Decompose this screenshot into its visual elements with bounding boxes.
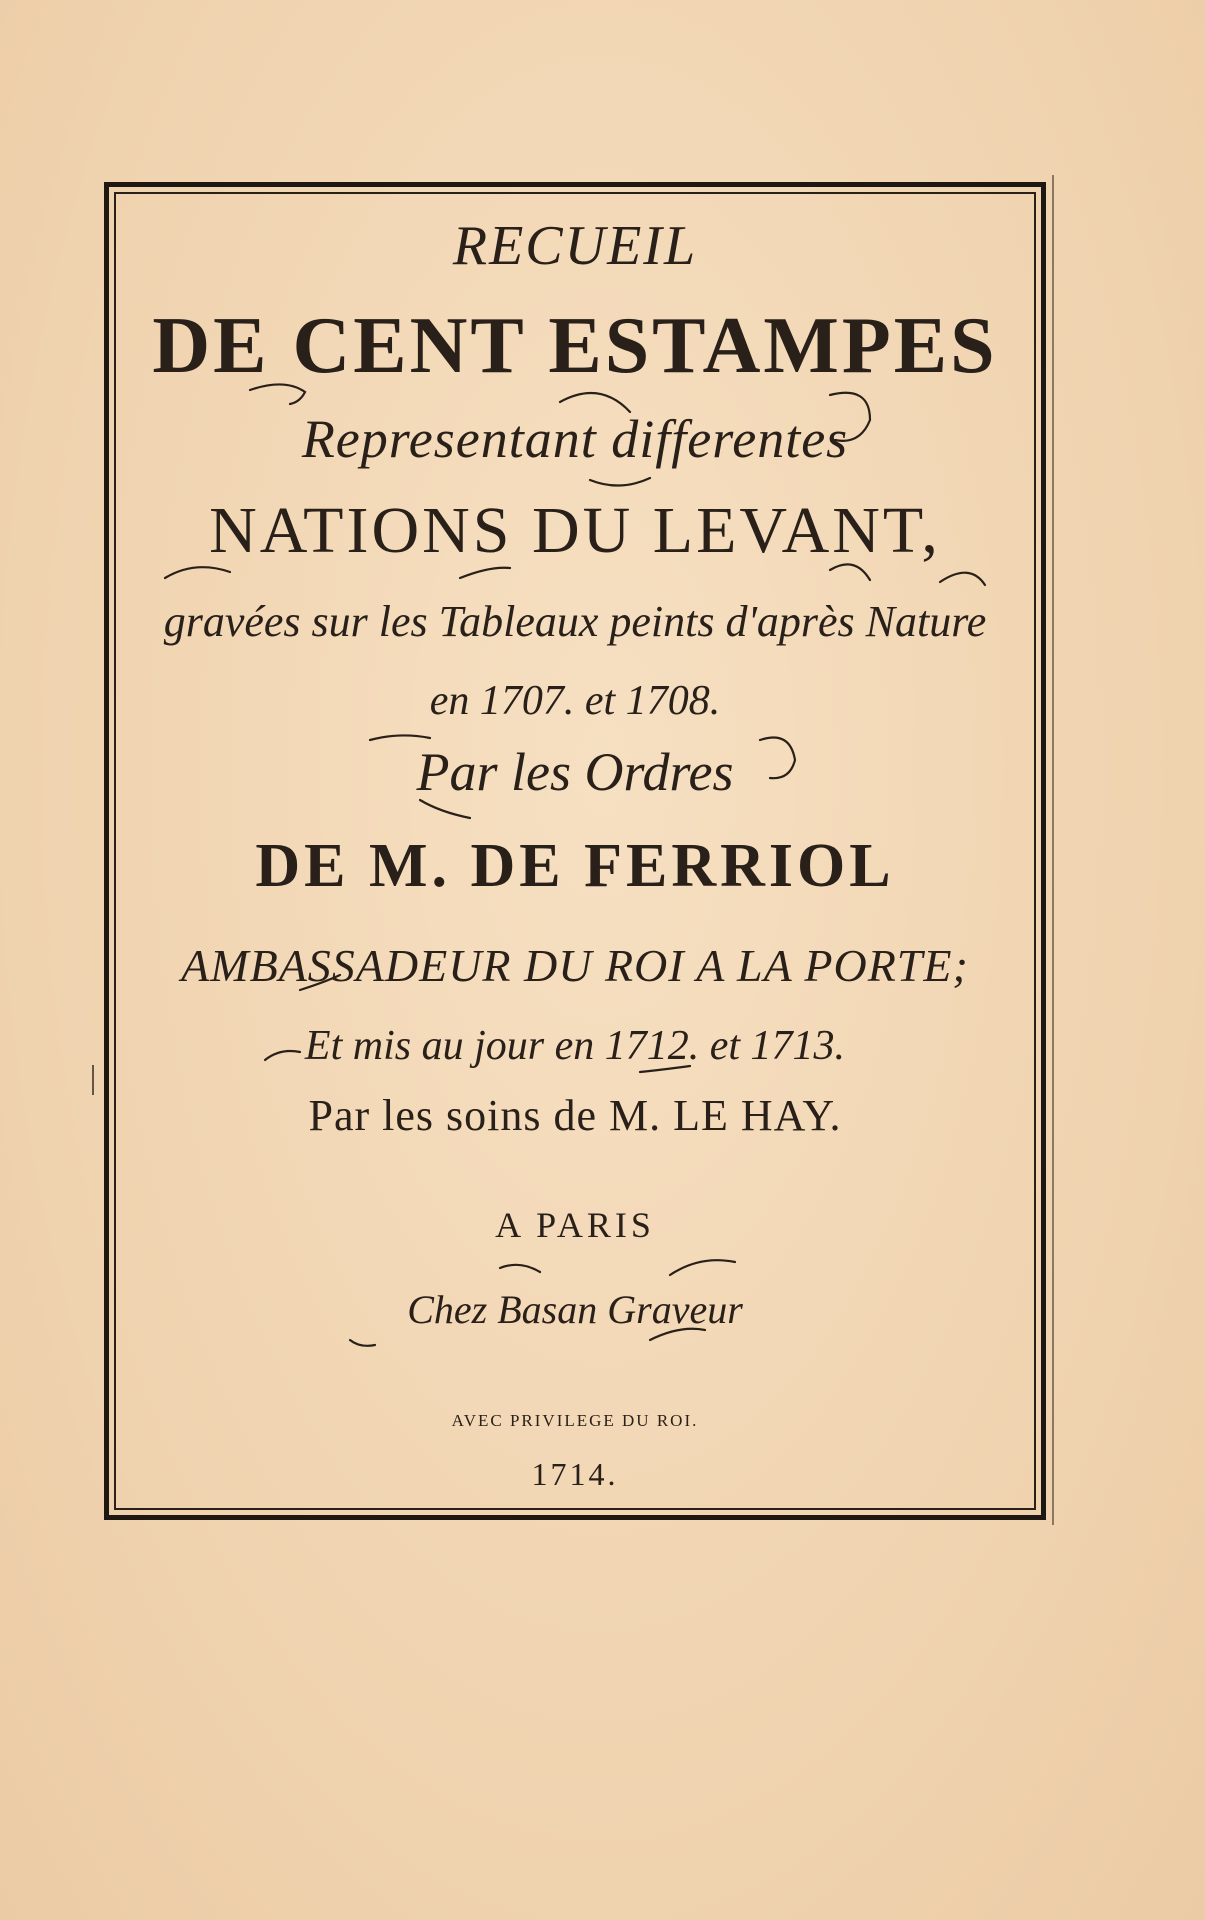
title-cent-estampes: DE CENT ESTAMPES [152,302,998,390]
imprint-publisher: Chez Basan Graveur [407,1287,743,1332]
subtitle-gravees: gravées sur les Tableaux peints d'après Nature [163,597,987,646]
title-recueil: RECUEIL [452,215,698,277]
title-nations-du-levant: NATIONS DU LEVANT, [209,494,941,567]
title-de-ferriol: DE M. DE FERRIOL [255,832,895,900]
credit-le-hay: Par les soins de M. LE HAY. [308,1091,842,1140]
date-line-1707: en 1707. et 1708. [429,678,721,724]
date-line-1712: Et mis au jour en 1712. et 1713. [304,1023,846,1069]
privilege-line: AVEC PRIVILEGE DU ROI. [451,1411,699,1430]
subtitle-ambassadeur: AMBASSADEUR DU ROI A LA PORTE; [181,940,969,991]
margin-mark [92,1065,94,1095]
publication-year: 1714. [531,1456,619,1492]
imprint-city: A PARIS [495,1205,655,1245]
subtitle-representant: Representant differentes [301,409,849,469]
subtitle-par-les-ordres: Par les Ordres [416,742,734,802]
plate-mark-edge [1052,175,1054,1525]
